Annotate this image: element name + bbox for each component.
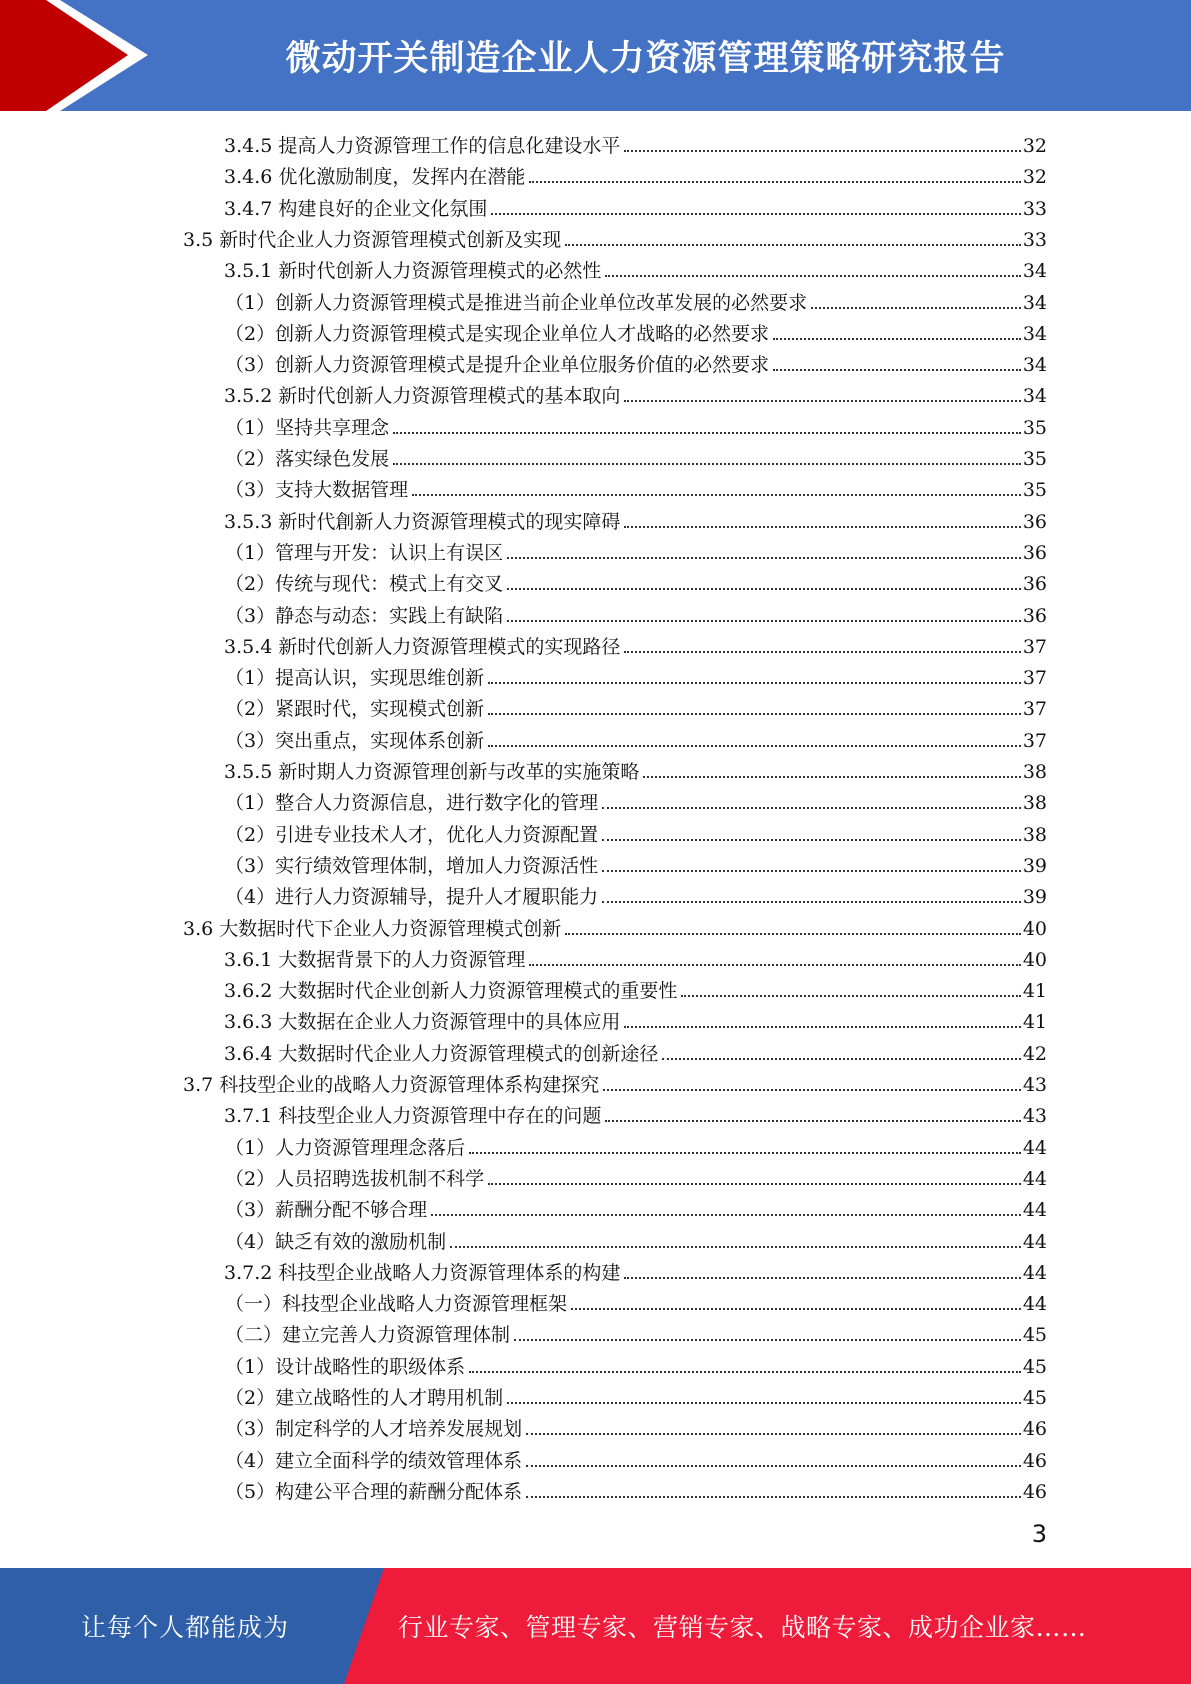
toc-entry-page: 39 bbox=[1022, 886, 1047, 909]
toc-entry-page: 37 bbox=[1022, 635, 1047, 658]
toc-entry-title: （二）建立完善人力资源管理体制 bbox=[225, 1324, 511, 1347]
toc-entry-page: 33 bbox=[1022, 228, 1047, 251]
toc-dot-leader bbox=[514, 1339, 1021, 1341]
toc-dot-leader bbox=[469, 1152, 1021, 1154]
toc-entry-page: 40 bbox=[1022, 948, 1047, 971]
toc-dot-leader bbox=[624, 400, 1020, 402]
toc-entry[interactable] bbox=[225, 1348, 1047, 1379]
toc-dot-leader bbox=[624, 150, 1020, 152]
toc-dot-leader bbox=[469, 1371, 1021, 1373]
toc-entry[interactable] bbox=[225, 471, 1047, 502]
toc-entry[interactable] bbox=[225, 1160, 1047, 1191]
toc-dot-leader bbox=[605, 275, 1020, 277]
toc-entry[interactable] bbox=[183, 221, 1047, 252]
toc-entry-page: 36 bbox=[1022, 541, 1047, 564]
toc-entry-title: 3.5.2 新时代创新人力资源管理模式的基本取向 bbox=[224, 385, 621, 408]
toc-entry-page: 32 bbox=[1022, 135, 1047, 157]
toc-entry[interactable] bbox=[224, 941, 1047, 972]
toc-dot-leader bbox=[526, 1433, 1021, 1435]
toc-entry-title: 3.5 新时代企业人力资源管理模式创新及实现 bbox=[183, 228, 562, 251]
toc-entry-title: （1）管理与开发：认识上有误区 bbox=[225, 541, 504, 564]
toc-entry-title: （1）整合人力资源信息，进行数字化的管理 bbox=[225, 792, 599, 815]
toc-entry[interactable] bbox=[225, 1410, 1047, 1441]
toc-entry[interactable] bbox=[224, 252, 1047, 283]
toc-entry-page: 34 bbox=[1022, 322, 1047, 345]
toc-entry-title: 3.6.3 大数据在企业人力资源管理中的具体应用 bbox=[224, 1011, 621, 1034]
toc-entry-title: （2）引进专业技术人才，优化人力资源配置 bbox=[225, 823, 599, 846]
toc-entry[interactable] bbox=[224, 972, 1047, 1003]
toc-entry-page: 45 bbox=[1022, 1387, 1047, 1409]
toc-entry-page: 44 bbox=[1022, 1167, 1047, 1190]
toc-entry-title: 3.5.3 新时代創新人力资源管理模式的现实障碍 bbox=[224, 510, 621, 533]
toc-entry-title: （1）人力资源管理理念落后 bbox=[225, 1136, 466, 1159]
page-header bbox=[0, 0, 1191, 111]
toc-dot-leader bbox=[431, 1214, 1021, 1216]
toc-dot-leader bbox=[507, 588, 1021, 590]
page-number: 3 bbox=[1031, 1520, 1047, 1548]
toc-entry[interactable] bbox=[225, 315, 1047, 346]
toc-entry-title: 3.5.4 新时代创新人力资源管理模式的实现路径 bbox=[224, 635, 621, 658]
toc-dot-leader bbox=[624, 1026, 1020, 1028]
toc-dot-leader bbox=[526, 1496, 1021, 1498]
toc-entry-title: 3.6 大数据时代下企业人力资源管理模式创新 bbox=[183, 917, 562, 940]
toc-entry-page: 38 bbox=[1022, 792, 1047, 815]
toc-dot-leader bbox=[643, 776, 1020, 778]
toc-entry-page: 41 bbox=[1022, 1011, 1047, 1034]
toc-entry[interactable] bbox=[225, 1442, 1047, 1473]
footer-slogan-right: 行业专家、管理专家、营销专家、战略专家、成功企业家…… bbox=[398, 1613, 1087, 1642]
toc-entry-page: 38 bbox=[1022, 823, 1047, 846]
toc-entry-page: 45 bbox=[1022, 1324, 1047, 1347]
toc-entry-page: 44 bbox=[1022, 1261, 1047, 1284]
toc-entry-title: （3）实行绩效管理体制，增加人力资源活性 bbox=[225, 854, 599, 877]
toc-entry-title: （1）设计战略性的职级体系 bbox=[225, 1355, 466, 1378]
toc-entry[interactable] bbox=[225, 1316, 1047, 1347]
toc-entry-title: 3.4.6 优化激励制度，发挥内在潜能 bbox=[224, 166, 526, 189]
toc-entry-page: 46 bbox=[1022, 1449, 1047, 1472]
toc-entry-title: （3）制定科学的人才培养发展规划 bbox=[225, 1418, 523, 1441]
toc-entry-title: 3.5.1 新时代创新人力资源管理模式的必然性 bbox=[224, 260, 602, 283]
toc-entry-title: 3.7.1 科技型企业人力资源管理中存在的问题 bbox=[224, 1105, 602, 1128]
toc-entry-title: 3.7.2 科技型企业战略人力资源管理体系的构建 bbox=[224, 1261, 621, 1284]
toc-entry[interactable] bbox=[225, 440, 1047, 471]
toc-entry-title: （4）建立全面科学的绩效管理体系 bbox=[225, 1449, 523, 1472]
toc-entry-title: 3.5.5 新时期人力资源管理创新与改革的实施策略 bbox=[224, 761, 640, 783]
footer-slogan-left: 让每个人都能成为 bbox=[80, 1613, 289, 1642]
toc-entry-title: （2）传统与现代：模式上有交叉 bbox=[225, 573, 504, 596]
toc-entry[interactable] bbox=[224, 158, 1047, 189]
toc-entry-title: （4）进行人力资源辅导，提升人才履职能力 bbox=[225, 886, 599, 909]
toc-entry-page: 45 bbox=[1022, 1355, 1047, 1378]
toc-dot-leader bbox=[605, 1120, 1020, 1122]
toc-dot-leader bbox=[450, 1246, 1021, 1248]
toc-entry-page: 35 bbox=[1022, 479, 1047, 502]
toc-entry[interactable] bbox=[225, 346, 1047, 377]
toc-entry-title: （3）支持大数据管理 bbox=[225, 479, 409, 502]
toc-entry[interactable] bbox=[225, 534, 1047, 565]
toc-dot-leader bbox=[488, 745, 1021, 747]
toc-dot-leader bbox=[507, 557, 1021, 559]
toc-entry[interactable] bbox=[224, 377, 1047, 408]
toc-entry-page: 36 bbox=[1022, 573, 1047, 596]
toc-entry[interactable] bbox=[224, 190, 1047, 221]
toc-entry-page: 34 bbox=[1022, 291, 1047, 314]
toc-entry-title: 3.7 科技型企业的战略人力资源管理体系构建探究 bbox=[183, 1074, 600, 1096]
toc-entry-title: （5）构建公平合理的薪酬分配体系 bbox=[225, 1480, 523, 1503]
toc-entry-page: 44 bbox=[1022, 1293, 1047, 1316]
toc-entry-title: （3）静态与动态：实践上有缺陷 bbox=[225, 604, 504, 627]
toc-entry-page: 37 bbox=[1022, 667, 1047, 690]
toc-entry-page: 44 bbox=[1022, 1230, 1047, 1253]
toc-entry[interactable] bbox=[225, 1129, 1047, 1160]
toc-dot-leader bbox=[526, 1465, 1021, 1467]
toc-dot-leader bbox=[624, 651, 1020, 653]
toc-dot-leader bbox=[602, 839, 1021, 841]
toc-entry-title: （2）落实绿色发展 bbox=[225, 448, 390, 470]
toc-entry-page: 37 bbox=[1022, 698, 1047, 721]
toc-entry-page: 43 bbox=[1022, 1105, 1047, 1128]
toc-entry[interactable] bbox=[224, 127, 1047, 158]
toc-entry-page: 44 bbox=[1022, 1136, 1047, 1159]
toc-dot-leader bbox=[602, 870, 1021, 872]
toc-entry-page: 43 bbox=[1022, 1074, 1047, 1096]
toc-entry-page: 34 bbox=[1022, 354, 1047, 377]
toc-dot-leader bbox=[602, 901, 1021, 903]
toc-entry[interactable] bbox=[225, 878, 1047, 909]
toc-entry[interactable] bbox=[224, 628, 1047, 659]
toc-dot-leader bbox=[565, 244, 1021, 246]
toc-entry[interactable] bbox=[225, 409, 1047, 440]
toc-entry-title: （一）科技型企业战略人力资源管理框架 bbox=[225, 1293, 568, 1316]
toc-entry-page: 38 bbox=[1022, 761, 1047, 783]
toc-entry[interactable] bbox=[225, 284, 1047, 315]
toc-entry-title: （2）紧跟时代，实现模式创新 bbox=[225, 698, 485, 721]
page-footer bbox=[0, 1568, 1191, 1684]
toc-dot-leader bbox=[602, 807, 1021, 809]
toc-entry-title: （3）薪酬分配不够合理 bbox=[225, 1199, 428, 1222]
toc-dot-leader bbox=[624, 526, 1020, 528]
toc-dot-leader bbox=[603, 1089, 1021, 1091]
toc-dot-leader bbox=[811, 307, 1021, 309]
toc-entry[interactable] bbox=[225, 722, 1047, 753]
toc-entry[interactable] bbox=[224, 503, 1047, 534]
toc-entry-title: 3.6.2 大数据时代企业创新人力资源管理模式的重要性 bbox=[224, 980, 678, 1003]
toc-dot-leader bbox=[393, 432, 1021, 434]
toc-dot-leader bbox=[529, 964, 1020, 966]
toc-entry-title: 3.4.7 构建良好的企业文化氛围 bbox=[224, 197, 488, 220]
toc-entry-title: （3）创新人力资源管理模式是提升企业单位服务价值的必然要求 bbox=[225, 354, 770, 377]
toc-entry-page: 37 bbox=[1022, 729, 1047, 752]
toc-entry-page: 40 bbox=[1022, 917, 1047, 940]
toc-entry-title: （1）创新人力资源管理模式是推进当前企业单位改革发展的必然要求 bbox=[225, 291, 808, 314]
toc-entry-page: 46 bbox=[1022, 1480, 1047, 1503]
toc-entry[interactable] bbox=[183, 910, 1047, 941]
toc-entry[interactable] bbox=[224, 1254, 1047, 1285]
toc-entry-title: （2）创新人力资源管理模式是实现企业单位人才战略的必然要求 bbox=[225, 322, 770, 345]
toc-entry[interactable] bbox=[225, 565, 1047, 596]
toc-entry[interactable] bbox=[183, 1066, 1047, 1097]
toc-entry[interactable] bbox=[224, 1003, 1047, 1034]
toc-dot-leader bbox=[488, 713, 1021, 715]
toc-dot-leader bbox=[662, 1058, 1020, 1060]
toc-entry[interactable] bbox=[225, 1223, 1047, 1254]
toc-dot-leader bbox=[488, 1183, 1021, 1185]
toc-entry-page: 44 bbox=[1022, 1199, 1047, 1222]
red-chevron-decoration bbox=[0, 0, 160, 111]
toc-entry-page: 35 bbox=[1022, 448, 1047, 470]
toc-dot-leader bbox=[491, 213, 1020, 215]
toc-entry-title: （4）缺乏有效的激励机制 bbox=[225, 1230, 447, 1253]
toc-entry[interactable] bbox=[225, 1285, 1047, 1316]
toc-entry-title: （1）坚持共享理念 bbox=[225, 416, 390, 439]
toc-dot-leader bbox=[773, 338, 1021, 340]
toc-entry[interactable] bbox=[224, 753, 1047, 784]
toc-dot-leader bbox=[773, 369, 1021, 371]
toc-entry-page: 46 bbox=[1022, 1418, 1047, 1441]
toc-dot-leader bbox=[507, 1402, 1021, 1404]
toc-dot-leader bbox=[681, 995, 1020, 997]
toc-entry-title: 3.6.1 大数据背景下的人力资源管理 bbox=[224, 948, 526, 971]
toc-entry[interactable] bbox=[225, 690, 1047, 721]
toc-entry-page: 35 bbox=[1022, 416, 1047, 439]
toc-entry-title: （3）突出重点，实现体系创新 bbox=[225, 729, 485, 752]
toc-entry-page: 41 bbox=[1022, 980, 1047, 1003]
toc-entry[interactable] bbox=[224, 1097, 1047, 1128]
toc-entry-page: 32 bbox=[1022, 166, 1047, 189]
toc-entry[interactable] bbox=[224, 1035, 1047, 1066]
toc-dot-leader bbox=[488, 682, 1021, 684]
document-title: 微动开关制造企业人力资源管理策略研究报告 bbox=[285, 38, 1006, 79]
toc-dot-leader bbox=[393, 463, 1021, 465]
toc-entry[interactable] bbox=[225, 784, 1047, 815]
toc-entry-page: 36 bbox=[1022, 604, 1047, 627]
toc-entry-title: 3.4.5 提高人力资源管理工作的信息化建设水平 bbox=[224, 135, 621, 157]
toc-dot-leader bbox=[507, 620, 1021, 622]
toc-entry-page: 42 bbox=[1022, 1042, 1047, 1065]
toc-dot-leader bbox=[571, 1308, 1021, 1310]
toc-entry[interactable] bbox=[225, 1379, 1047, 1410]
toc-dot-leader bbox=[565, 933, 1021, 935]
toc-entry-title: （2）人员招聘选拔机制不科学 bbox=[225, 1167, 485, 1190]
toc-entry-page: 34 bbox=[1022, 385, 1047, 408]
toc-entry-page: 34 bbox=[1022, 260, 1047, 283]
toc-entry[interactable] bbox=[225, 1473, 1047, 1504]
toc-entry-title: 3.6.4 大数据时代企业人力资源管理模式的创新途径 bbox=[224, 1042, 659, 1065]
toc-entry[interactable] bbox=[225, 1191, 1047, 1222]
toc-dot-leader bbox=[412, 494, 1021, 496]
toc-entry-page: 39 bbox=[1022, 854, 1047, 877]
toc-entry-page: 33 bbox=[1022, 197, 1047, 220]
toc-dot-leader bbox=[529, 181, 1020, 183]
toc-dot-leader bbox=[624, 1277, 1020, 1279]
toc-entry-page: 36 bbox=[1022, 510, 1047, 533]
toc-entry[interactable] bbox=[225, 847, 1047, 878]
toc-entry[interactable] bbox=[225, 597, 1047, 628]
toc-entry[interactable] bbox=[225, 659, 1047, 690]
toc-entry-title: （1）提高认识，实现思维创新 bbox=[225, 667, 485, 690]
toc-entry-title: （2）建立战略性的人才聘用机制 bbox=[225, 1387, 504, 1409]
toc-entry[interactable] bbox=[225, 816, 1047, 847]
